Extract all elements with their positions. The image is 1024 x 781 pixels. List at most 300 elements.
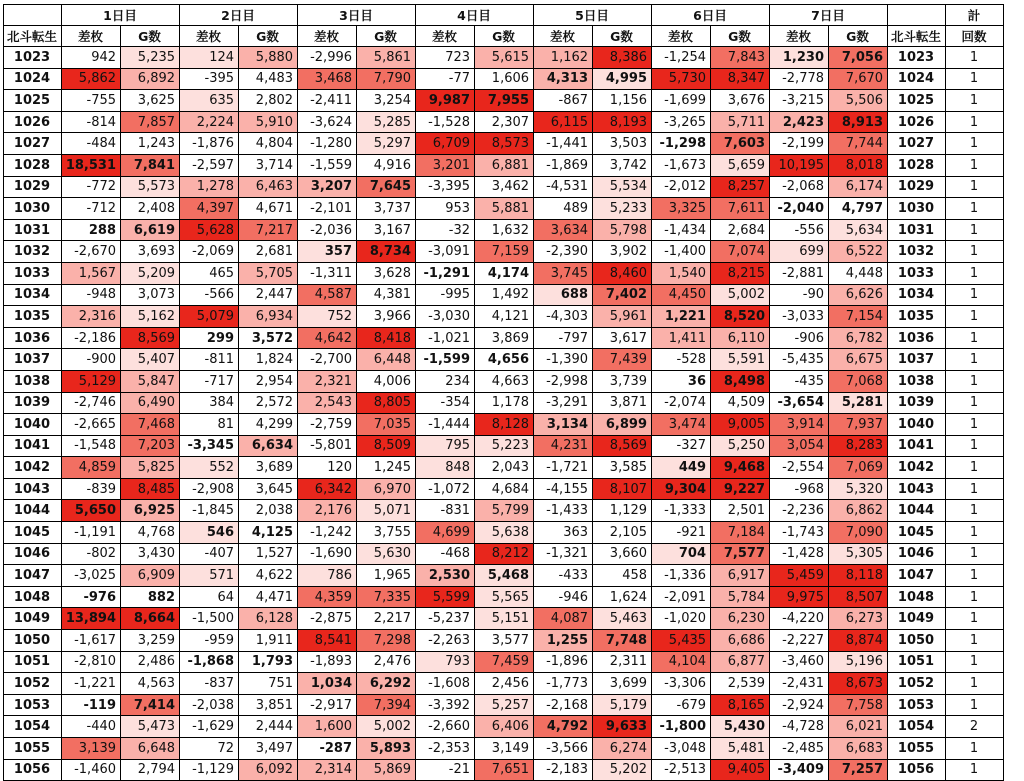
games-cell: 8,734 bbox=[357, 241, 416, 263]
diff-cell: -2,068 bbox=[770, 176, 829, 198]
header-corner-right bbox=[888, 5, 946, 26]
header-corner bbox=[4, 5, 62, 26]
diff-cell: 3,201 bbox=[416, 154, 475, 176]
games-cell: 4,656 bbox=[475, 349, 534, 371]
games-cell: 7,035 bbox=[357, 414, 416, 436]
games-cell: 3,742 bbox=[593, 154, 652, 176]
header-diff-day-3: 差枚 bbox=[298, 26, 357, 47]
games-cell: 8,165 bbox=[711, 694, 770, 716]
diff-cell: -679 bbox=[652, 694, 711, 716]
diff-cell: 465 bbox=[180, 262, 239, 284]
diff-cell: 3,745 bbox=[534, 262, 593, 284]
diff-cell: 723 bbox=[416, 47, 475, 69]
games-cell: 4,622 bbox=[239, 565, 298, 587]
machine-number: 1034 bbox=[4, 284, 62, 306]
games-cell: 6,448 bbox=[357, 349, 416, 371]
games-cell: 8,215 bbox=[711, 262, 770, 284]
games-cell: 8,664 bbox=[121, 608, 180, 630]
machine-number-right: 1025 bbox=[888, 90, 946, 112]
diff-cell: -1,608 bbox=[416, 673, 475, 695]
games-cell: 7,459 bbox=[475, 651, 534, 673]
diff-cell: 3,474 bbox=[652, 414, 711, 436]
games-cell: 2,444 bbox=[239, 716, 298, 738]
count-cell: 1 bbox=[946, 111, 1004, 133]
games-cell: 3,073 bbox=[121, 284, 180, 306]
diff-cell: -1,559 bbox=[298, 154, 357, 176]
table-row bbox=[4, 457, 1004, 479]
games-cell: 6,782 bbox=[829, 327, 888, 349]
games-cell: 4,916 bbox=[357, 154, 416, 176]
games-cell: 1,492 bbox=[475, 284, 534, 306]
diff-cell: -3,091 bbox=[416, 241, 475, 263]
games-cell: 751 bbox=[239, 673, 298, 695]
games-cell: 6,274 bbox=[593, 738, 652, 760]
games-cell: 4,006 bbox=[357, 370, 416, 392]
diff-cell: 18,531 bbox=[62, 154, 121, 176]
games-cell: 7,154 bbox=[829, 306, 888, 328]
games-cell: 5,630 bbox=[357, 543, 416, 565]
machine-number-right: 1039 bbox=[888, 392, 946, 414]
diff-cell: -2,998 bbox=[534, 370, 593, 392]
machine-number-right: 1054 bbox=[888, 716, 946, 738]
games-cell: 4,804 bbox=[239, 133, 298, 155]
diff-cell: -2,186 bbox=[62, 327, 121, 349]
games-cell: 3,645 bbox=[239, 478, 298, 500]
games-cell: 5,534 bbox=[593, 176, 652, 198]
diff-cell: -395 bbox=[180, 68, 239, 90]
diff-cell: 36 bbox=[652, 370, 711, 392]
machine-number-right: 1028 bbox=[888, 154, 946, 176]
diff-cell: 4,859 bbox=[62, 457, 121, 479]
games-cell: 5,961 bbox=[593, 306, 652, 328]
diff-cell: -1,298 bbox=[652, 133, 711, 155]
games-cell: 8,193 bbox=[593, 111, 652, 133]
machine-number: 1037 bbox=[4, 349, 62, 371]
games-cell: 6,634 bbox=[239, 435, 298, 457]
diff-cell: 3,139 bbox=[62, 738, 121, 760]
diff-cell: -4,531 bbox=[534, 176, 593, 198]
games-cell: 6,174 bbox=[829, 176, 888, 198]
diff-cell: 4,087 bbox=[534, 608, 593, 630]
machine-number-right: 1040 bbox=[888, 414, 946, 436]
diff-cell: -900 bbox=[62, 349, 121, 371]
games-cell: 4,483 bbox=[239, 68, 298, 90]
table-row bbox=[4, 262, 1004, 284]
diff-cell: 2,224 bbox=[180, 111, 239, 133]
diff-cell: 4,359 bbox=[298, 586, 357, 608]
table-row bbox=[4, 738, 1004, 760]
diff-cell: -1,773 bbox=[534, 673, 593, 695]
games-cell: 6,292 bbox=[357, 673, 416, 695]
games-cell: 5,223 bbox=[475, 435, 534, 457]
games-cell: 9,227 bbox=[711, 478, 770, 500]
games-cell: 3,430 bbox=[121, 543, 180, 565]
diff-cell: 5,459 bbox=[770, 565, 829, 587]
header-diff-day-7: 差枚 bbox=[770, 26, 829, 47]
games-cell: 5,869 bbox=[357, 759, 416, 781]
games-cell: 3,714 bbox=[239, 154, 298, 176]
games-cell: 1,606 bbox=[475, 68, 534, 90]
games-cell: 4,663 bbox=[475, 370, 534, 392]
diff-cell: -119 bbox=[62, 694, 121, 716]
count-cell: 1 bbox=[946, 586, 1004, 608]
machine-number: 1035 bbox=[4, 306, 62, 328]
games-cell: 5,799 bbox=[475, 500, 534, 522]
diff-cell: 1,540 bbox=[652, 262, 711, 284]
machine-number: 1040 bbox=[4, 414, 62, 436]
diff-cell: -1,428 bbox=[770, 543, 829, 565]
games-cell: 5,463 bbox=[593, 608, 652, 630]
diff-cell: 5,435 bbox=[652, 630, 711, 652]
diff-cell: 5,628 bbox=[180, 219, 239, 241]
games-cell: 4,448 bbox=[829, 262, 888, 284]
machine-number-right: 1056 bbox=[888, 759, 946, 781]
games-cell: 8,386 bbox=[593, 47, 652, 69]
table-row bbox=[4, 219, 1004, 241]
diff-cell: 571 bbox=[180, 565, 239, 587]
diff-cell: -755 bbox=[62, 90, 121, 112]
machine-number-right: 1041 bbox=[888, 435, 946, 457]
diff-cell: -407 bbox=[180, 543, 239, 565]
diff-cell: 752 bbox=[298, 306, 357, 328]
games-cell: 7,744 bbox=[829, 133, 888, 155]
games-cell: 3,497 bbox=[239, 738, 298, 760]
header-row-days bbox=[4, 5, 1004, 26]
games-cell: 3,871 bbox=[593, 392, 652, 414]
games-cell: 882 bbox=[121, 586, 180, 608]
diff-cell: 5,129 bbox=[62, 370, 121, 392]
diff-cell: -354 bbox=[416, 392, 475, 414]
header-diff-day-2: 差枚 bbox=[180, 26, 239, 47]
games-cell: 4,509 bbox=[711, 392, 770, 414]
games-cell: 7,841 bbox=[121, 154, 180, 176]
diff-cell: 4,397 bbox=[180, 198, 239, 220]
diff-cell: -77 bbox=[416, 68, 475, 90]
machine-number-right: 1030 bbox=[888, 198, 946, 220]
games-cell: 7,955 bbox=[475, 90, 534, 112]
games-cell: 5,861 bbox=[357, 47, 416, 69]
machine-number-right: 1024 bbox=[888, 68, 946, 90]
table-body bbox=[4, 47, 1004, 781]
games-cell: 5,847 bbox=[121, 370, 180, 392]
header-games-day-6: G数 bbox=[711, 26, 770, 47]
header-games-day-7: G数 bbox=[829, 26, 888, 47]
games-cell: 6,522 bbox=[829, 241, 888, 263]
count-cell: 1 bbox=[946, 154, 1004, 176]
games-cell: 3,149 bbox=[475, 738, 534, 760]
diff-cell: 2,314 bbox=[298, 759, 357, 781]
diff-cell: 5,079 bbox=[180, 306, 239, 328]
games-cell: 5,591 bbox=[711, 349, 770, 371]
header-machine-label-right: 北斗転生 bbox=[888, 26, 946, 47]
machine-number: 1044 bbox=[4, 500, 62, 522]
games-cell: 8,347 bbox=[711, 68, 770, 90]
diff-cell: -1,321 bbox=[534, 543, 593, 565]
diff-cell: -3,048 bbox=[652, 738, 711, 760]
games-cell: 5,297 bbox=[357, 133, 416, 155]
diff-cell: -797 bbox=[534, 327, 593, 349]
games-cell: 5,881 bbox=[475, 198, 534, 220]
header-day-5: 5日目 bbox=[534, 5, 652, 26]
games-cell: 6,490 bbox=[121, 392, 180, 414]
table-row bbox=[4, 414, 1004, 436]
diff-cell: -1,400 bbox=[652, 241, 711, 263]
games-cell: 5,179 bbox=[593, 694, 652, 716]
table-row bbox=[4, 68, 1004, 90]
diff-cell: 704 bbox=[652, 543, 711, 565]
diff-cell: 1,255 bbox=[534, 630, 593, 652]
table-row bbox=[4, 133, 1004, 155]
diff-cell: -2,069 bbox=[180, 241, 239, 263]
games-cell: 1,245 bbox=[357, 457, 416, 479]
machine-number-right: 1038 bbox=[888, 370, 946, 392]
diff-cell: -772 bbox=[62, 176, 121, 198]
games-cell: 4,563 bbox=[121, 673, 180, 695]
games-cell: 458 bbox=[593, 565, 652, 587]
diff-cell: -5,435 bbox=[770, 349, 829, 371]
games-cell: 3,676 bbox=[711, 90, 770, 112]
diff-cell: -468 bbox=[416, 543, 475, 565]
diff-cell: -968 bbox=[770, 478, 829, 500]
diff-cell: 3,468 bbox=[298, 68, 357, 90]
diff-cell: 635 bbox=[180, 90, 239, 112]
diff-cell: -1,441 bbox=[534, 133, 593, 155]
diff-cell: -1,254 bbox=[652, 47, 711, 69]
games-cell: 6,970 bbox=[357, 478, 416, 500]
games-cell: 5,209 bbox=[121, 262, 180, 284]
diff-cell: -287 bbox=[298, 738, 357, 760]
diff-cell: -867 bbox=[534, 90, 593, 112]
games-cell: 8,509 bbox=[357, 435, 416, 457]
games-cell: 7,257 bbox=[829, 759, 888, 781]
table-row bbox=[4, 716, 1004, 738]
machine-number-right: 1027 bbox=[888, 133, 946, 155]
machine-number-right: 1029 bbox=[888, 176, 946, 198]
diff-cell: 2,316 bbox=[62, 306, 121, 328]
diff-cell: -2,875 bbox=[298, 608, 357, 630]
diff-cell: -3,306 bbox=[652, 673, 711, 695]
diff-cell: 234 bbox=[416, 370, 475, 392]
games-cell: 3,617 bbox=[593, 327, 652, 349]
diff-cell: -2,996 bbox=[298, 47, 357, 69]
diff-cell: -1,869 bbox=[534, 154, 593, 176]
games-cell: 5,430 bbox=[711, 716, 770, 738]
diff-cell: -2,040 bbox=[770, 198, 829, 220]
diff-cell: -21 bbox=[416, 759, 475, 781]
diff-cell: -2,036 bbox=[298, 219, 357, 241]
diff-cell: 124 bbox=[180, 47, 239, 69]
games-cell: 8,128 bbox=[475, 414, 534, 436]
diff-cell: 793 bbox=[416, 651, 475, 673]
machine-number: 1051 bbox=[4, 651, 62, 673]
games-cell: 5,784 bbox=[711, 586, 770, 608]
diff-cell: -1,333 bbox=[652, 500, 711, 522]
games-cell: 1,527 bbox=[239, 543, 298, 565]
games-cell: 8,673 bbox=[829, 673, 888, 695]
diff-cell: -2,263 bbox=[416, 630, 475, 652]
diff-cell: -3,215 bbox=[770, 90, 829, 112]
diff-cell: 4,642 bbox=[298, 327, 357, 349]
games-cell: 7,184 bbox=[711, 522, 770, 544]
diff-cell: 688 bbox=[534, 284, 593, 306]
diff-cell: -2,665 bbox=[62, 414, 121, 436]
table-row bbox=[4, 198, 1004, 220]
diff-cell: 848 bbox=[416, 457, 475, 479]
games-cell: 7,335 bbox=[357, 586, 416, 608]
games-cell: 8,418 bbox=[357, 327, 416, 349]
diff-cell: 2,176 bbox=[298, 500, 357, 522]
diff-cell: -2,431 bbox=[770, 673, 829, 695]
table-row bbox=[4, 586, 1004, 608]
games-cell: 8,485 bbox=[121, 478, 180, 500]
games-cell: 6,463 bbox=[239, 176, 298, 198]
table-row bbox=[4, 694, 1004, 716]
machine-number: 1049 bbox=[4, 608, 62, 630]
machine-number-right: 1042 bbox=[888, 457, 946, 479]
header-day-3: 3日目 bbox=[298, 5, 416, 26]
games-cell: 5,285 bbox=[357, 111, 416, 133]
games-cell: 5,880 bbox=[239, 47, 298, 69]
games-cell: 7,159 bbox=[475, 241, 534, 263]
diff-cell: -1,876 bbox=[180, 133, 239, 155]
diff-cell: 8,541 bbox=[298, 630, 357, 652]
games-cell: 2,217 bbox=[357, 608, 416, 630]
count-cell: 1 bbox=[946, 349, 1004, 371]
games-cell: 2,794 bbox=[121, 759, 180, 781]
table-row bbox=[4, 500, 1004, 522]
table-row bbox=[4, 349, 1004, 371]
diff-cell: 552 bbox=[180, 457, 239, 479]
games-cell: 2,038 bbox=[239, 500, 298, 522]
diff-cell: -1,020 bbox=[652, 608, 711, 630]
count-cell: 1 bbox=[946, 543, 1004, 565]
diff-cell: 3,207 bbox=[298, 176, 357, 198]
count-cell: 1 bbox=[946, 673, 1004, 695]
games-cell: 5,893 bbox=[357, 738, 416, 760]
machine-number: 1048 bbox=[4, 586, 62, 608]
machine-number: 1042 bbox=[4, 457, 62, 479]
games-cell: 6,092 bbox=[239, 759, 298, 781]
diff-cell: -3,345 bbox=[180, 435, 239, 457]
machine-number-right: 1044 bbox=[888, 500, 946, 522]
diff-cell: 1,411 bbox=[652, 327, 711, 349]
diff-cell: 4,313 bbox=[534, 68, 593, 90]
games-cell: 3,167 bbox=[357, 219, 416, 241]
diff-cell: -4,303 bbox=[534, 306, 593, 328]
count-cell: 1 bbox=[946, 90, 1004, 112]
diff-cell: 699 bbox=[770, 241, 829, 263]
count-cell: 2 bbox=[946, 716, 1004, 738]
diff-cell: -1,291 bbox=[416, 262, 475, 284]
diff-cell: 1,034 bbox=[298, 673, 357, 695]
games-cell: 7,645 bbox=[357, 176, 416, 198]
games-cell: 8,498 bbox=[711, 370, 770, 392]
diff-cell: -5,801 bbox=[298, 435, 357, 457]
machine-number: 1024 bbox=[4, 68, 62, 90]
games-cell: 5,705 bbox=[239, 262, 298, 284]
machine-number-right: 1026 bbox=[888, 111, 946, 133]
games-cell: 4,671 bbox=[239, 198, 298, 220]
diff-cell: 3,134 bbox=[534, 414, 593, 436]
games-cell: 4,125 bbox=[239, 522, 298, 544]
table-row bbox=[4, 241, 1004, 263]
games-cell: 6,877 bbox=[711, 651, 770, 673]
machine-number-right: 1051 bbox=[888, 651, 946, 673]
games-cell: 4,995 bbox=[593, 68, 652, 90]
diff-cell: -440 bbox=[62, 716, 121, 738]
table-row bbox=[4, 176, 1004, 198]
diff-cell: -959 bbox=[180, 630, 239, 652]
diff-cell: -1,599 bbox=[416, 349, 475, 371]
diff-cell: 5,599 bbox=[416, 586, 475, 608]
games-cell: 1,911 bbox=[239, 630, 298, 652]
diff-cell: -3,265 bbox=[652, 111, 711, 133]
diff-cell: 2,423 bbox=[770, 111, 829, 133]
diff-cell: -2,236 bbox=[770, 500, 829, 522]
diff-cell: -2,810 bbox=[62, 651, 121, 673]
games-cell: 5,659 bbox=[711, 154, 770, 176]
games-cell: 5,235 bbox=[121, 47, 180, 69]
games-cell: 3,739 bbox=[593, 370, 652, 392]
diff-cell: -1,336 bbox=[652, 565, 711, 587]
table-row bbox=[4, 306, 1004, 328]
games-cell: 3,737 bbox=[357, 198, 416, 220]
diff-cell: -32 bbox=[416, 219, 475, 241]
diff-cell: -1,528 bbox=[416, 111, 475, 133]
machine-number: 1027 bbox=[4, 133, 62, 155]
diff-cell: -1,433 bbox=[534, 500, 593, 522]
games-cell: 2,684 bbox=[711, 219, 770, 241]
machine-number-right: 1033 bbox=[888, 262, 946, 284]
diff-cell: -3,025 bbox=[62, 565, 121, 587]
diff-cell: -3,566 bbox=[534, 738, 593, 760]
machine-number-right: 1049 bbox=[888, 608, 946, 630]
diff-cell: -1,617 bbox=[62, 630, 121, 652]
games-cell: 7,758 bbox=[829, 694, 888, 716]
diff-cell: -814 bbox=[62, 111, 121, 133]
machine-number: 1036 bbox=[4, 327, 62, 349]
diff-cell: -712 bbox=[62, 198, 121, 220]
table-row bbox=[4, 327, 1004, 349]
diff-cell: -2,199 bbox=[770, 133, 829, 155]
games-cell: 8,107 bbox=[593, 478, 652, 500]
machine-number: 1032 bbox=[4, 241, 62, 263]
machine-number: 1026 bbox=[4, 111, 62, 133]
games-cell: 4,684 bbox=[475, 478, 534, 500]
diff-cell: -2,485 bbox=[770, 738, 829, 760]
games-cell: 5,233 bbox=[593, 198, 652, 220]
count-cell: 1 bbox=[946, 370, 1004, 392]
diff-cell: -566 bbox=[180, 284, 239, 306]
games-cell: 3,660 bbox=[593, 543, 652, 565]
machine-number: 1053 bbox=[4, 694, 62, 716]
machine-number-right: 1050 bbox=[888, 630, 946, 652]
header-games-day-4: G数 bbox=[475, 26, 534, 47]
games-cell: 8,569 bbox=[593, 435, 652, 457]
machine-number-right: 1031 bbox=[888, 219, 946, 241]
diff-cell: 384 bbox=[180, 392, 239, 414]
diff-cell: -2,101 bbox=[298, 198, 357, 220]
games-cell: 6,862 bbox=[829, 500, 888, 522]
games-cell: 3,572 bbox=[239, 327, 298, 349]
diff-cell: -946 bbox=[534, 586, 593, 608]
games-cell: 3,259 bbox=[121, 630, 180, 652]
games-cell: 6,021 bbox=[829, 716, 888, 738]
header-total: 計 bbox=[946, 5, 1004, 26]
games-cell: 1,793 bbox=[239, 651, 298, 673]
games-cell: 1,243 bbox=[121, 133, 180, 155]
machine-number-right: 1036 bbox=[888, 327, 946, 349]
